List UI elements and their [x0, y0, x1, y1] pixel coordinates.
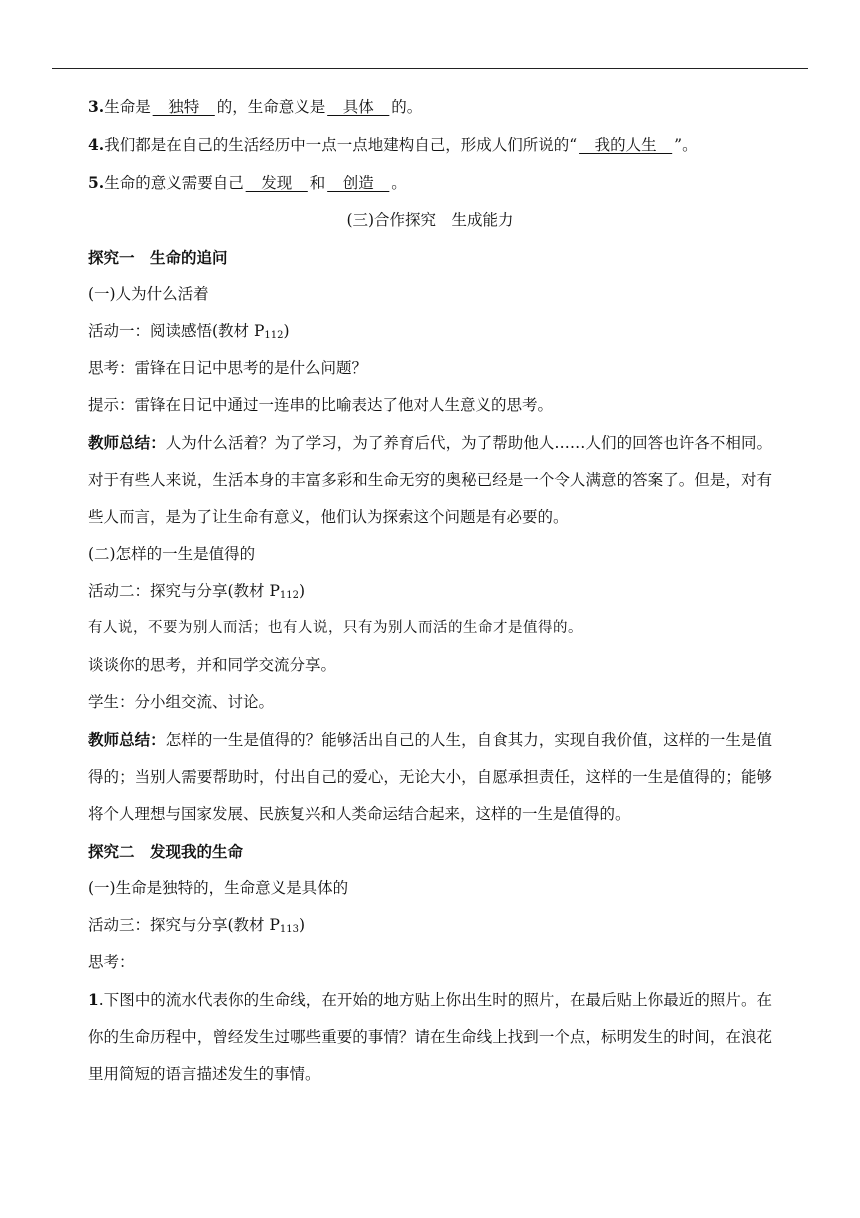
page-number: 112	[264, 330, 284, 341]
student-response: 学生：分小组交流、讨论。	[88, 693, 275, 711]
explore-1-heading: 探究一 生命的追问	[88, 248, 228, 267]
fill-item-3	[88, 88, 808, 126]
answer-blank: __我的人生__	[579, 136, 673, 154]
question-text: .下图中的流水代表你的生命线，在开始的地方贴上你出生时的照片，在最后贴上你最近的照片。在你的生命历程中，曾经发生过哪些重要的事情？请在生命线上找到一个点，标明发生的时间，在浪花里用简短的语言描述发生的事情。	[88, 991, 772, 1083]
activity-label: 活动一：阅读感悟(教材 P	[88, 322, 265, 340]
activity-3	[88, 907, 808, 944]
activity-suffix: )	[299, 582, 306, 600]
teacher-summary-1	[52, 424, 772, 536]
explore-1-subheading-2: (二)怎样的一生是值得的	[88, 545, 256, 563]
activity-suffix: )	[299, 916, 306, 934]
item-number: 3.	[88, 97, 105, 116]
item-text: 生命的意义需要自己	[104, 174, 244, 192]
activity-label: 活动三：探究与分享(教材 P	[88, 916, 280, 934]
activity-label: 活动二：探究与分享(教材 P	[88, 582, 280, 600]
summary-label: 教师总结：	[88, 730, 166, 749]
header-rule	[52, 68, 808, 69]
fill-item-5	[88, 164, 808, 202]
page-number: 112	[279, 590, 299, 601]
answer-blank: __创造__	[327, 174, 390, 192]
page-number: 113	[279, 924, 299, 935]
item-text: 和	[309, 174, 326, 192]
item-number: 4.	[88, 135, 105, 154]
summary-paragraph	[88, 424, 772, 536]
quote-text: 有人说，不要为别人而活；也有人说，只有为别人而活的生命才是值得的。	[88, 620, 583, 636]
answer-blank: __独特__	[152, 98, 215, 116]
discuss-prompt: 谈谈你的思考，并和同学交流分享。	[88, 656, 337, 674]
explore-2-subheading-1: (一)生命是独特的，生命意义是具体的	[88, 879, 349, 897]
summary-label: 教师总结：	[88, 433, 166, 452]
activity-1	[88, 313, 808, 350]
item-text: 。	[391, 174, 407, 192]
item-text: 我们都是在自己的生活经历中一点一点地建构自己，形成人们所说的“	[104, 136, 578, 154]
answer-blank: __发现__	[245, 174, 308, 192]
question-number: 1	[88, 990, 99, 1009]
item-text: ”。	[674, 136, 698, 154]
answer-blank: __具体__	[327, 98, 390, 116]
question-paragraph	[88, 981, 772, 1093]
page-content	[88, 88, 808, 1093]
summary-paragraph	[88, 721, 772, 833]
item-number: 5.	[88, 173, 105, 192]
item-text: 的。	[391, 98, 423, 116]
hint-1: 提示：雷锋在日记中通过一连串的比喻表达了他对人生意义的思考。	[88, 396, 554, 414]
summary-text: 怎样的一生是值得的？能够活出自己的人生，自食其力，实现自我价值，这样的一生是值得的；当别人需要帮助时，付出自己的爱心，无论大小，自愿承担责任，这样的一生是值得的；能够将个人理想与国家发展、民族复兴和人类命运结合起来，这样的一生是值得的。	[88, 731, 772, 823]
teacher-summary-2	[52, 721, 772, 833]
activity-suffix: )	[283, 322, 290, 340]
section-title: (三)合作探究 生成能力	[346, 211, 514, 229]
think-label: 思考：	[88, 953, 135, 971]
question-1	[52, 981, 772, 1093]
fill-item-4	[88, 126, 808, 164]
item-text: 的，生命意义是	[216, 98, 326, 116]
think-question-1: 思考：雷锋在日记中思考的是什么问题？	[88, 359, 368, 377]
activity-2	[88, 573, 808, 610]
item-text: 生命是	[104, 98, 151, 116]
summary-text: 人为什么活着？为了学习，为了养育后代，为了帮助他人……人们的回答也许各不相同。对于有些人来说，生活本身的丰富多彩和生命无穷的奥秘已经是一个令人满意的答案了。但是，对有些人而言，是为了让生命有意义，他们认为探索这个问题是有必要的。	[88, 434, 772, 526]
explore-1-subheading-1: (一)人为什么活着	[88, 285, 209, 303]
explore-2-heading: 探究二 发现我的生命	[88, 842, 244, 861]
